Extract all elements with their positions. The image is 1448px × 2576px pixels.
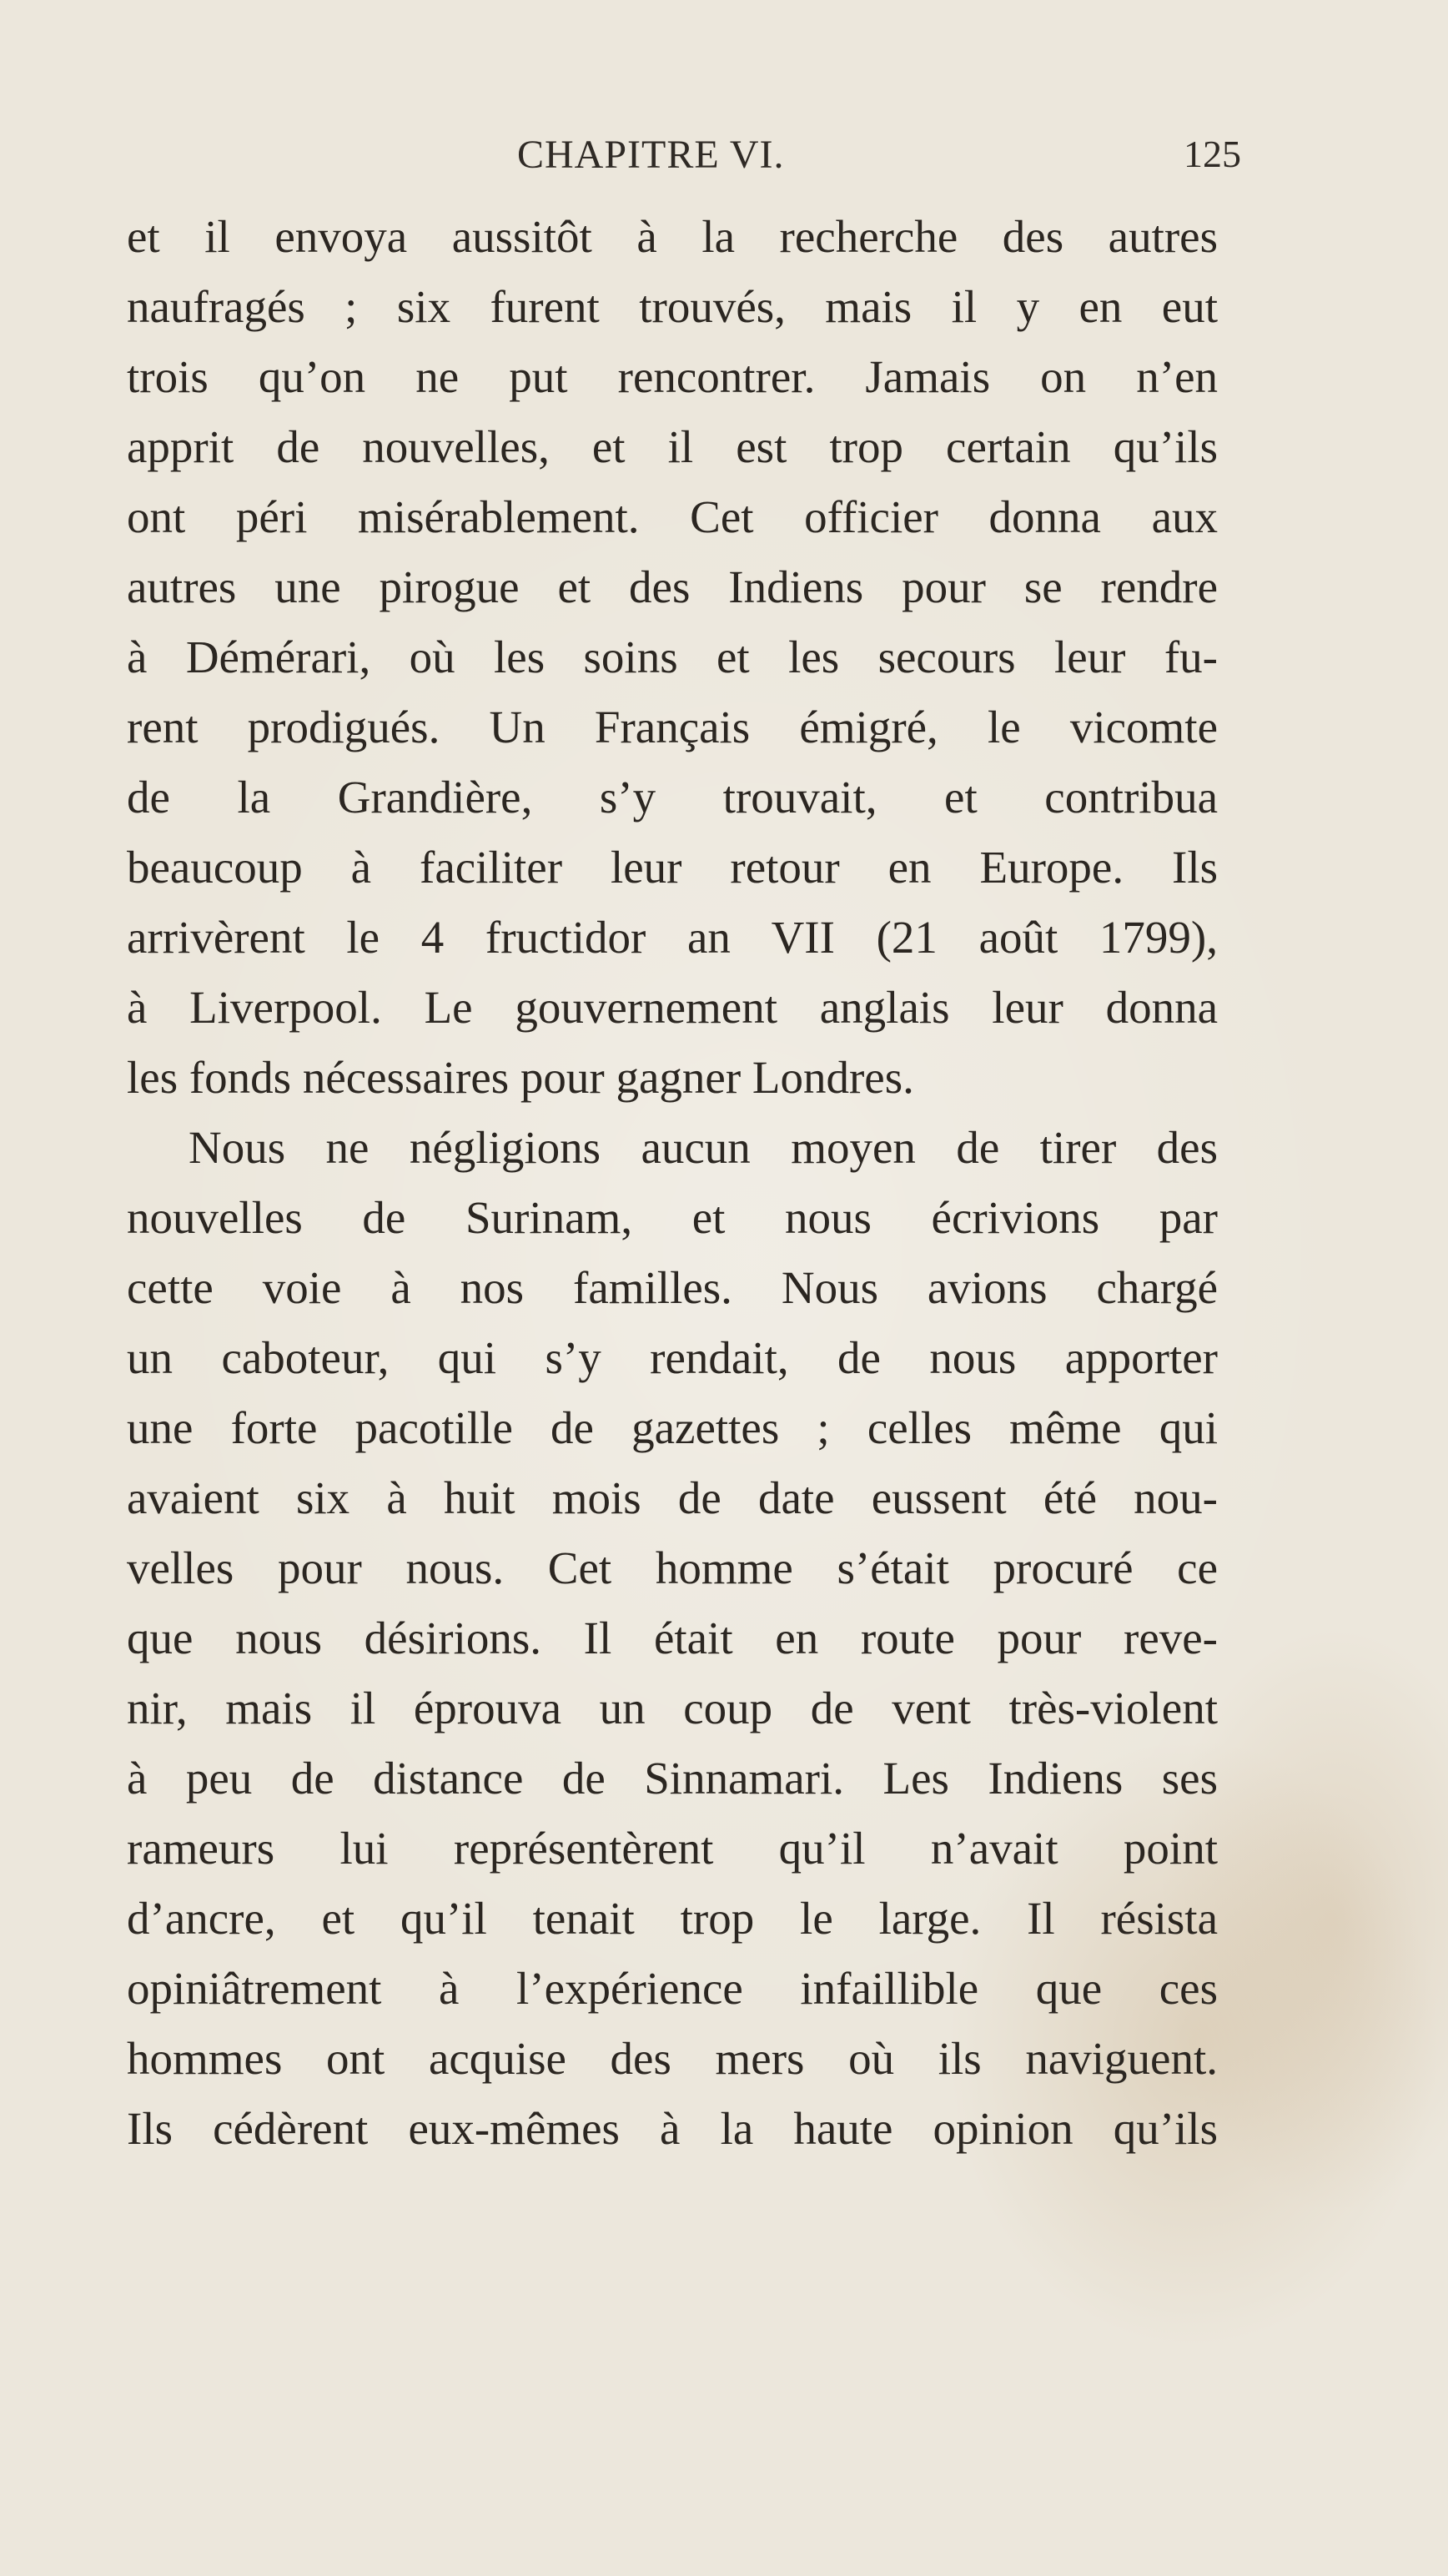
text-line: autres une pirogue et des Indiens pour se rendre bbox=[127, 561, 1218, 612]
text-line: et il envoya aussitôt à la recherche des autres bbox=[127, 211, 1218, 262]
page-number: 125 bbox=[1184, 133, 1241, 175]
paragraph-first-line: Nous ne négligions aucun moyen de tirer des bbox=[189, 1122, 1218, 1173]
text-line: ont péri misérablement. Cet officier donna aux bbox=[127, 491, 1218, 542]
text-line: à peu de distance de Sinnamari. Les Indiens ses bbox=[127, 1753, 1218, 1804]
text-line: velles pour nous. Cet homme s’était procuré ce bbox=[127, 1542, 1218, 1593]
text-line: arrivèrent le 4 fructidor an VII (21 août 1799), bbox=[127, 912, 1218, 963]
text-line: beaucoup à faciliter leur retour en Europe. Ils bbox=[127, 842, 1218, 893]
text-line: trois qu’on ne put rencontrer. Jamais on n’en bbox=[127, 351, 1218, 402]
text-line: un caboteur, qui s’y rendait, de nous apporter bbox=[127, 1332, 1218, 1383]
text-line: apprit de nouvelles, et il est trop certain qu’ils bbox=[127, 421, 1218, 472]
text-line: nir, mais il éprouva un coup de vent très-violent bbox=[127, 1683, 1218, 1733]
chapter-title: CHAPITRE VI. bbox=[517, 133, 785, 177]
running-head bbox=[125, 132, 1241, 182]
text-line: avaient six à huit mois de date eussent été nou- bbox=[127, 1472, 1218, 1523]
text-line: naufragés ; six furent trouvés, mais il y en eut bbox=[127, 281, 1218, 332]
text-line: que nous désirions. Il était en route pour reve- bbox=[127, 1613, 1218, 1663]
text-line: une forte pacotille de gazettes ; celles même qui bbox=[127, 1402, 1218, 1453]
text-line: nouvelles de Surinam, et nous écrivions par bbox=[127, 1192, 1218, 1243]
text-line: de la Grandière, s’y trouvait, et contribua bbox=[127, 772, 1218, 823]
text-line: rameurs lui représentèrent qu’il n’avait point bbox=[127, 1823, 1218, 1874]
text-line: d’ancre, et qu’il tenait trop le large. Il résista bbox=[127, 1893, 1218, 1944]
text-line: à Liverpool. Le gouvernement anglais leur donna bbox=[127, 982, 1218, 1033]
text-line: cette voie à nos familles. Nous avions chargé bbox=[127, 1262, 1218, 1313]
text-line: hommes ont acquise des mers où ils naviguent. bbox=[127, 2033, 1218, 2084]
text-line: rent prodigués. Un Français émigré, le vicomte bbox=[127, 702, 1218, 752]
text-line: à Démérari, où les soins et les secours leur fu- bbox=[127, 631, 1218, 682]
text-line: Ils cédèrent eux-mêmes à la haute opinion qu’ils bbox=[127, 2103, 1218, 2154]
text-line: les fonds nécessaires pour gagner Londres. bbox=[127, 1052, 914, 1103]
body-text bbox=[127, 202, 1218, 2164]
text-line: opiniâtrement à l’expérience infaillible que ces bbox=[127, 1963, 1218, 2014]
